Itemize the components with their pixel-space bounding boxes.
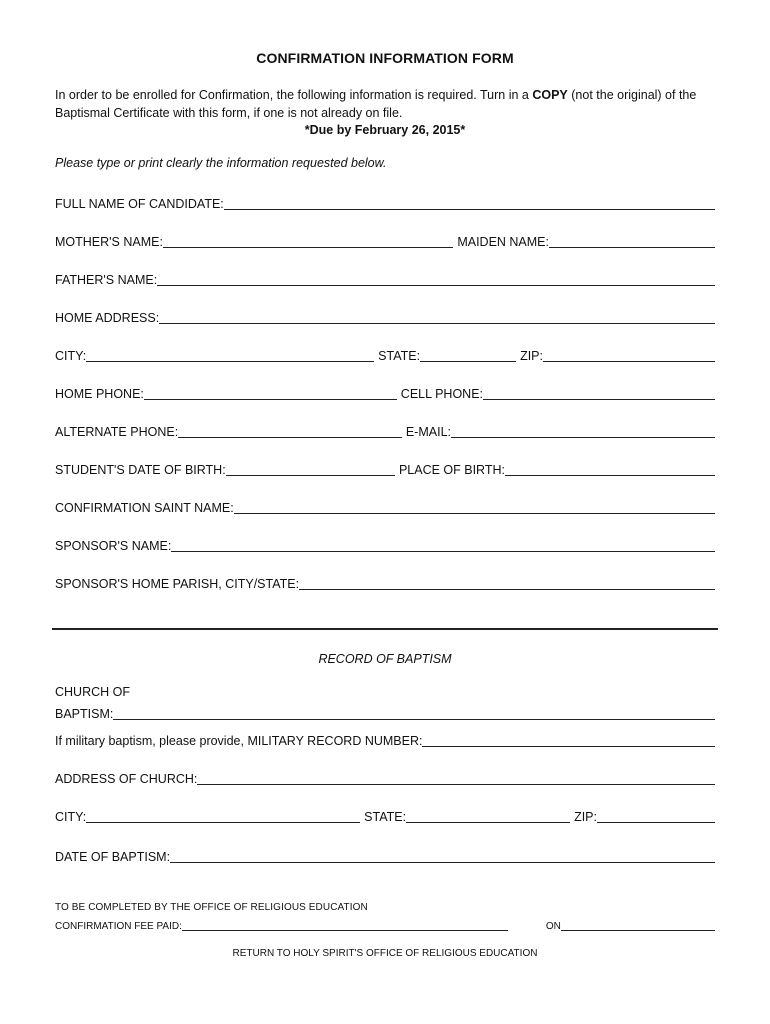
email-label: E-MAIL: [405, 425, 451, 439]
baptism-state-field[interactable] [406, 808, 570, 823]
zip-field[interactable] [543, 347, 715, 362]
place-of-birth-field[interactable] [505, 461, 715, 476]
baptism-date-field[interactable] [170, 848, 715, 863]
form-title: CONFIRMATION INFORMATION FORM [256, 50, 514, 66]
saint-name-label: CONFIRMATION SAINT NAME: [55, 501, 234, 515]
sponsor-parish-row [55, 573, 715, 591]
saint-row [55, 497, 715, 515]
home-phone-field[interactable] [144, 385, 397, 400]
church-address-field[interactable] [197, 770, 715, 785]
fathers-name-field[interactable] [157, 271, 715, 286]
church-label-line2: BAPTISM: [55, 707, 114, 721]
cell-phone-label: CELL PHONE: [400, 387, 483, 401]
home-phone-label: HOME PHONE: [55, 387, 144, 401]
on-label: ON [545, 921, 561, 932]
city-field[interactable] [86, 347, 374, 362]
father-row [55, 269, 715, 287]
mother-row [55, 231, 715, 249]
church-field[interactable] [113, 705, 715, 720]
intro-text-2: (not the original) of the Baptismal Certificate with this form, if one is not already on file. [55, 88, 697, 120]
zip-label: ZIP: [520, 349, 543, 363]
fee-paid-label: CONFIRMATION FEE PAID: [55, 921, 182, 932]
sponsor-row [55, 535, 715, 553]
baptism-zip-label: ZIP: [574, 810, 597, 824]
home-address-label: HOME ADDRESS: [55, 311, 160, 325]
alt-phone-row [55, 421, 715, 439]
military-label: If military baptism, please provide, MILITARY RECORD NUMBER: [55, 734, 423, 748]
full-name-label: FULL NAME OF CANDIDATE: [55, 197, 224, 211]
return-note: RETURN TO HOLY SPIRIT'S OFFICE OF RELIGIOUS EDUCATION [232, 948, 538, 959]
mothers-name-label: MOTHER'S NAME: [55, 235, 163, 249]
office-heading: TO BE COMPLETED BY THE OFFICE OF RELIGIOUS EDUCATION [55, 902, 368, 913]
baptism-section-title: RECORD OF BAPTISM [318, 652, 452, 666]
city-row [55, 345, 715, 363]
cell-phone-field[interactable] [483, 385, 715, 400]
church-address-row [55, 768, 715, 786]
saint-name-field[interactable] [234, 499, 715, 514]
home-address-field[interactable] [159, 309, 715, 324]
sponsor-name-field[interactable] [171, 537, 715, 552]
fathers-name-label: FATHER'S NAME: [55, 273, 158, 287]
fee-row [55, 914, 715, 932]
intro-copy-emphasis: COPY [532, 88, 568, 102]
baptism-date-row [55, 846, 715, 864]
home-address-row [55, 307, 715, 325]
church-label-line1: CHURCH OF [55, 685, 130, 699]
church-row [55, 703, 715, 721]
state-field[interactable] [420, 347, 516, 362]
city-label: CITY: [55, 349, 87, 363]
instructions: Please type or print clearly the information requested below. [55, 156, 387, 170]
sponsor-parish-field[interactable] [299, 575, 715, 590]
phone-row [55, 383, 715, 401]
church-address-label: ADDRESS OF CHURCH: [55, 772, 198, 786]
full-name-field[interactable] [224, 195, 715, 210]
dob-label: STUDENT'S DATE OF BIRTH: [55, 463, 226, 477]
intro-text-1: In order to be enrolled for Confirmation, the following information is required. Turn in a [55, 88, 533, 102]
sponsor-name-label: SPONSOR'S NAME: [55, 539, 172, 553]
birth-row [55, 459, 715, 477]
full-name-row [55, 193, 715, 211]
alternate-phone-field[interactable] [178, 423, 402, 438]
alternate-phone-label: ALTERNATE PHONE: [55, 425, 179, 439]
mothers-name-field[interactable] [163, 233, 453, 248]
baptism-city-label: CITY: [55, 810, 87, 824]
maiden-name-field[interactable] [549, 233, 715, 248]
military-field[interactable] [422, 732, 715, 747]
fee-paid-field[interactable] [182, 919, 508, 931]
baptism-city-row [55, 806, 715, 824]
baptism-zip-field[interactable] [597, 808, 715, 823]
sponsor-parish-label: SPONSOR'S HOME PARISH, CITY/STATE: [55, 577, 300, 591]
intro-paragraph [55, 86, 715, 122]
section-divider [52, 628, 718, 630]
military-row [55, 730, 715, 748]
place-of-birth-label: PLACE OF BIRTH: [398, 463, 505, 477]
email-field[interactable] [451, 423, 715, 438]
due-date-note: *Due by February 26, 2015* [304, 123, 466, 137]
dob-field[interactable] [226, 461, 395, 476]
maiden-name-label: MAIDEN NAME: [457, 235, 549, 249]
baptism-state-label: STATE: [364, 810, 407, 824]
on-date-field[interactable] [561, 919, 715, 931]
baptism-date-label: DATE OF BAPTISM: [55, 850, 171, 864]
state-label: STATE: [378, 349, 421, 363]
baptism-city-field[interactable] [86, 808, 360, 823]
